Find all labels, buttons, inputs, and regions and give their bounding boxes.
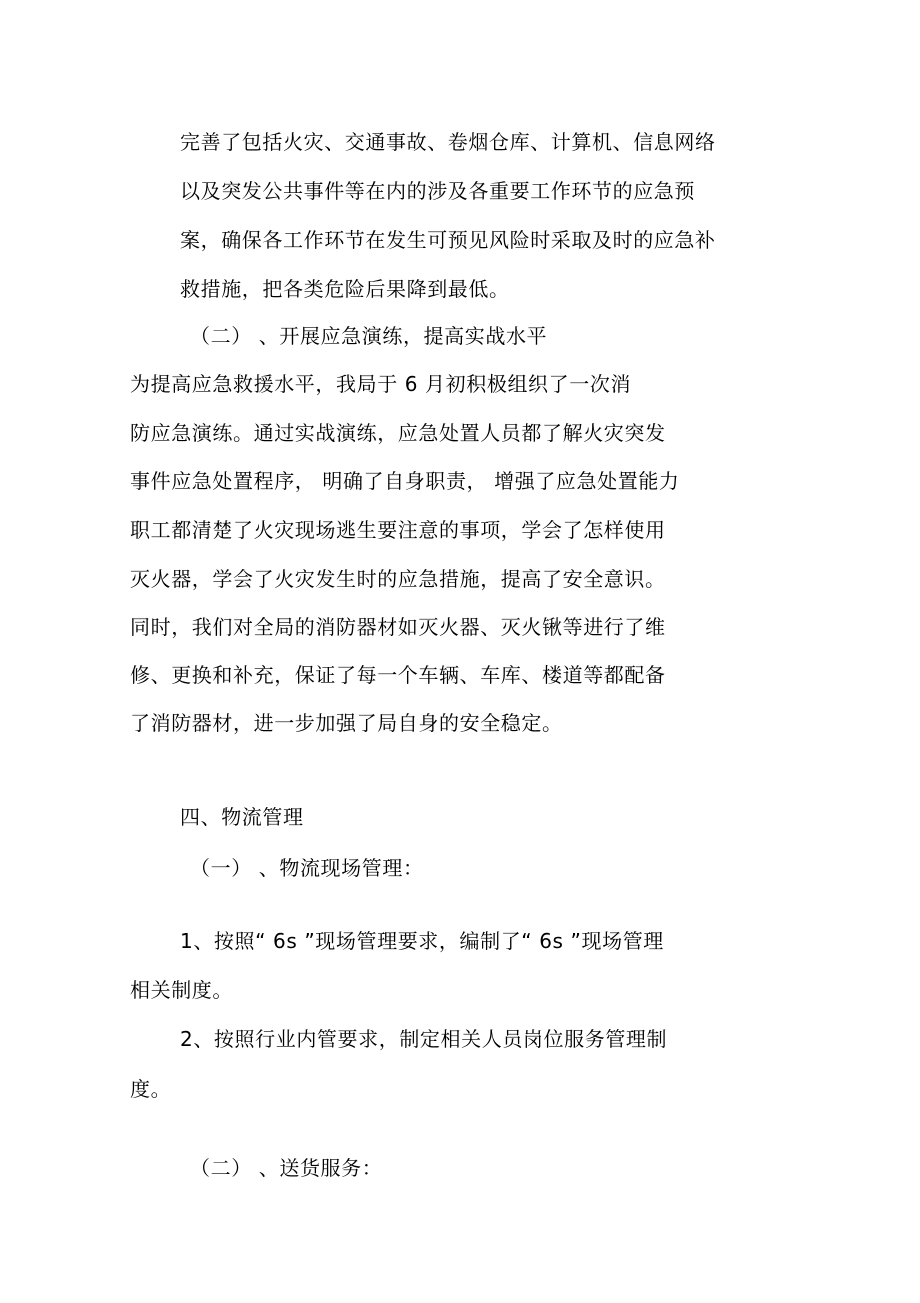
paragraph-line: 防应急演练。通过实战演练，应急处置人员都了解火灾突发 <box>130 421 666 445</box>
paragraph-line: 事件应急处置程序， 明确了自身职责， 增强了应急处置能力 <box>130 469 680 493</box>
subsection-heading: （二） 、送货服务： <box>190 1156 383 1180</box>
list-item: 1、按照“ 6s ”现场管理要求，编制了“ 6s ”现场管理 <box>180 929 664 953</box>
paragraph-line: 完善了包括火灾、交通事故、卷烟仓库、计算机、信息网络 <box>180 130 716 154</box>
paragraph-line: 救措施，把各类危险后果降到最低。 <box>180 277 510 301</box>
list-item-continuation: 度。 <box>130 1077 172 1101</box>
list-item-continuation: 相关制度。 <box>130 978 233 1002</box>
paragraph-line: 修、更换和补充，保证了每一个车辆、车库、楼道等都配备 <box>130 663 666 687</box>
paragraph-line: 灭火器，学会了火灾发生时的应急措施，提高了安全意识。 <box>130 567 666 591</box>
paragraph-line: 了消防器材，进一步加强了局自身的安全稳定。 <box>130 711 563 735</box>
paragraph-line: 案，确保各工作环节在发生可预见风险时采取及时的应急补 <box>180 228 716 252</box>
subsection-heading: （一） 、物流现场管理： <box>190 856 424 880</box>
paragraph-line: 同时，我们对全局的消防器材如灭火器、灭火锹等进行了维 <box>130 615 666 639</box>
section-heading: 四、物流管理 <box>180 805 304 829</box>
list-item: 2、按照行业内管要求，制定相关人员岗位服务管理制 <box>180 1027 668 1051</box>
paragraph-line: 为提高应急救援水平，我局于 6 月初积极组织了一次消 <box>130 372 632 396</box>
section-heading: （二） 、开展应急演练，提高实战水平 <box>190 324 548 348</box>
paragraph-line: 以及突发公共事件等在内的涉及各重要工作环节的应急预 <box>180 179 695 203</box>
paragraph-line: 职工都清楚了火灾现场逃生要注意的事项，学会了怎样使用 <box>130 518 666 542</box>
